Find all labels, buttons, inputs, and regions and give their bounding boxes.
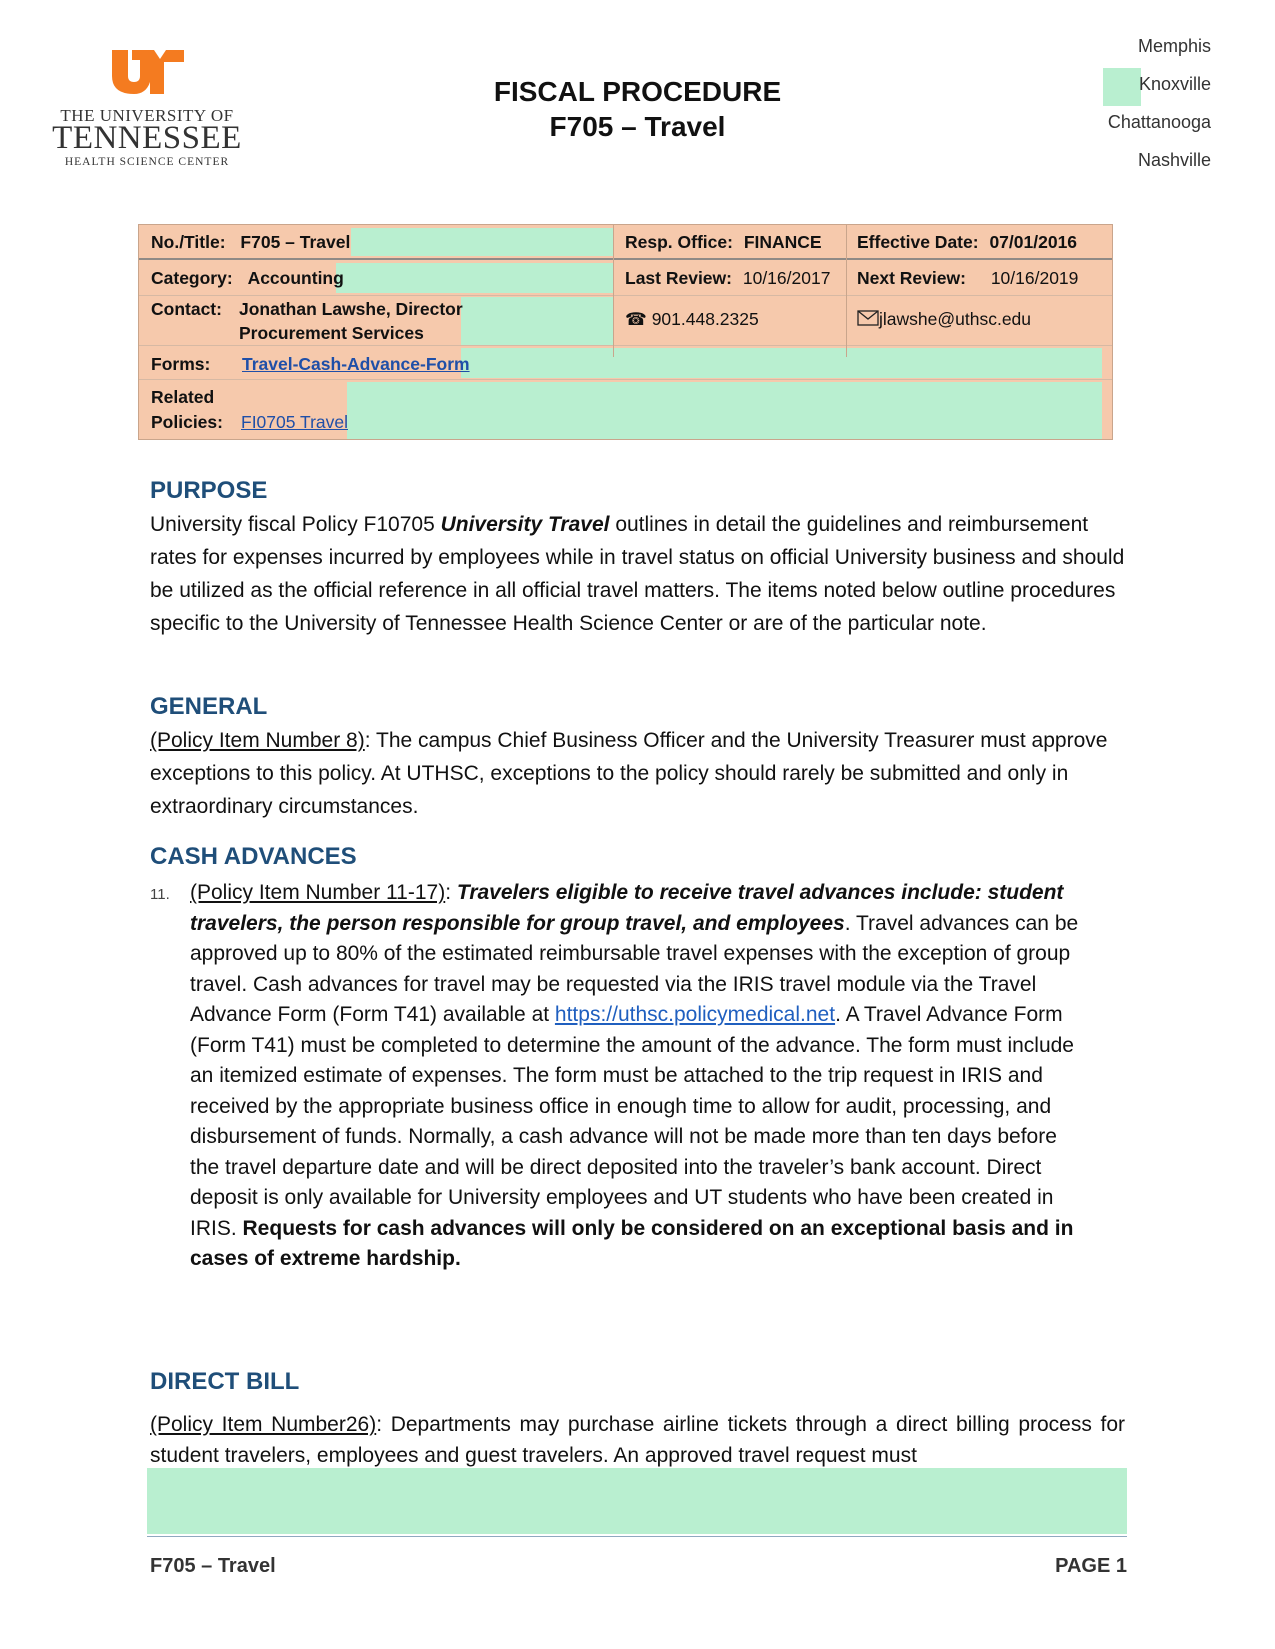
phone-number: 901.448.2325 <box>651 309 759 329</box>
cash-advances-eligibility: Travelers eligible to receive travel advances include: student travelers, the person responsible for group travel, and employees <box>190 881 1064 935</box>
contact-department: Procurement Services <box>239 323 424 343</box>
general-policy-ref: (Policy Item Number 8) <box>150 729 365 752</box>
category-value: Accounting <box>247 268 344 288</box>
cash-advances-bold-note: Requests for cash advances will only be considered on an exceptional basis and in cases of extreme hardship. <box>190 1216 1074 1270</box>
travel-cash-advance-form-link[interactable]: Travel-Cash-Advance-Form <box>242 354 470 374</box>
category-label: Category: <box>151 268 233 288</box>
direct-bill-heading: DIRECT BILL <box>150 1368 300 1395</box>
document-title: FISCAL PROCEDURE <box>493 76 782 107</box>
no-title-label: No./Title: <box>151 232 226 252</box>
general-text: : The campus Chief Business Officer and the University Treasurer must approve exceptions to this policy. At UTHSC, exceptions to the policy should rarely be submitted and only in extraordinary circumstances. <box>150 729 1108 818</box>
related-label-line-1: Related <box>151 387 215 407</box>
email-cell[interactable] <box>857 309 1031 523</box>
related-label-line-2: Policies: <box>151 412 223 432</box>
campus-chattanooga: Chattanooga <box>1107 112 1211 132</box>
contact-name: Jonathan Lawshe, Director <box>239 299 463 319</box>
next-review-label: Next Review: <box>857 268 966 288</box>
campus-list <box>991 36 1211 186</box>
cash-advances-policy-ref: (Policy Item Number 11-17) <box>190 881 446 904</box>
phone-icon: ☎ <box>625 309 647 329</box>
phone-cell <box>625 309 759 523</box>
column-divider <box>846 225 847 357</box>
cash-advances-paragraph <box>190 878 1090 1275</box>
colon: : <box>445 881 457 904</box>
procedure-info-table <box>138 224 1113 440</box>
logo-line-3: HEALTH SCIENCE CENTER <box>64 156 230 168</box>
column-divider <box>613 225 614 357</box>
effective-date-value: 07/01/2016 <box>989 232 1078 252</box>
resp-office-value: FINANCE <box>743 232 822 252</box>
campus-knoxville: Knoxville <box>1138 74 1211 94</box>
purpose-emphasis: University Travel <box>440 513 610 536</box>
cash-advances-text-2: . A Travel Advance Form (Form T41) must be completed to determine the amount of the advance. The form must include an itemized estimate of expenses. The form must be attached to the trip request in IRIS and received by the appropriate business office in enough time to allow for audit, processing, and disbursement of funds. Normally, a cash advance will not be made more than ten days before the travel departure date and will be direct deposited into the traveler’s bank account. Direct deposit is only available for University employees and UT students who have been created in IRIS. <box>190 1003 1074 1240</box>
last-review-value: 10/16/2017 <box>742 268 831 288</box>
cash-advances-heading: CASH ADVANCES <box>150 843 357 870</box>
ut-mark-icon <box>110 50 186 94</box>
next-review-value: 10/16/2019 <box>990 268 1079 288</box>
document-title-block <box>400 74 875 144</box>
ut-logo <box>52 50 242 168</box>
direct-bill-text: : Departments may purchase airline tickets through a direct billing process for student travelers, employees and guest travelers. An approved travel request must <box>150 1413 1126 1467</box>
direct-bill-policy-ref: (Policy Item Number26) <box>150 1413 377 1436</box>
list-number: 11. <box>150 886 170 903</box>
effective-date-label: Effective Date: <box>857 232 979 252</box>
purpose-paragraph <box>150 508 1125 640</box>
purpose-text-start: University fiscal Policy F10705 <box>150 513 441 536</box>
direct-bill-paragraph <box>150 1410 1125 1471</box>
logo-line-1: THE UNIVERSITY OF <box>60 106 234 125</box>
logo-line-2: TENNESSEE <box>52 120 242 156</box>
document-subtitle: F705 – Travel <box>549 111 726 142</box>
footer-page-number: PAGE 1 <box>1055 1555 1127 1577</box>
campus-memphis: Memphis <box>1137 36 1211 56</box>
footer-divider <box>147 1536 1127 1537</box>
general-heading: GENERAL <box>150 693 268 720</box>
purpose-text-end: outlines in detail the guidelines and reimbursement rates for expenses incurred by employees while in travel status on official University business and should be utilized as the official reference in all official travel matters. The items noted below outline procedures specific to the University of Tennessee Health Science Center or are of the particular note. <box>150 513 1125 635</box>
campus-highlight-swatch <box>1103 68 1141 106</box>
resp-office-label: Resp. Office: <box>625 232 733 252</box>
highlight <box>147 1468 1127 1534</box>
no-title-value: F705 – Travel <box>240 232 351 252</box>
campus-nashville: Nashville <box>1137 150 1211 170</box>
purpose-heading: PURPOSE <box>150 477 268 504</box>
last-review-label: Last Review: <box>625 268 732 288</box>
cash-advances-text-1: . Travel advances can be approved up to 80% of the estimated reimbursable travel expenses with the exception of group travel. Cash advances for travel may be requested via the IRIS travel module via the Travel Advance Form (Form T41) available at <box>190 911 1079 1026</box>
email-address[interactable]: jlawshe@uthsc.edu <box>879 309 1032 329</box>
forms-label: Forms: <box>151 354 211 374</box>
footer-title: F705 – Travel <box>150 1555 276 1577</box>
policymedical-link[interactable]: https://uthsc.policymedical.net <box>554 1003 836 1026</box>
general-paragraph <box>150 724 1125 823</box>
envelope-icon <box>857 310 879 326</box>
fi0705-travel-link[interactable]: FI0705 Travel <box>241 412 348 432</box>
contact-label: Contact: <box>151 299 222 319</box>
